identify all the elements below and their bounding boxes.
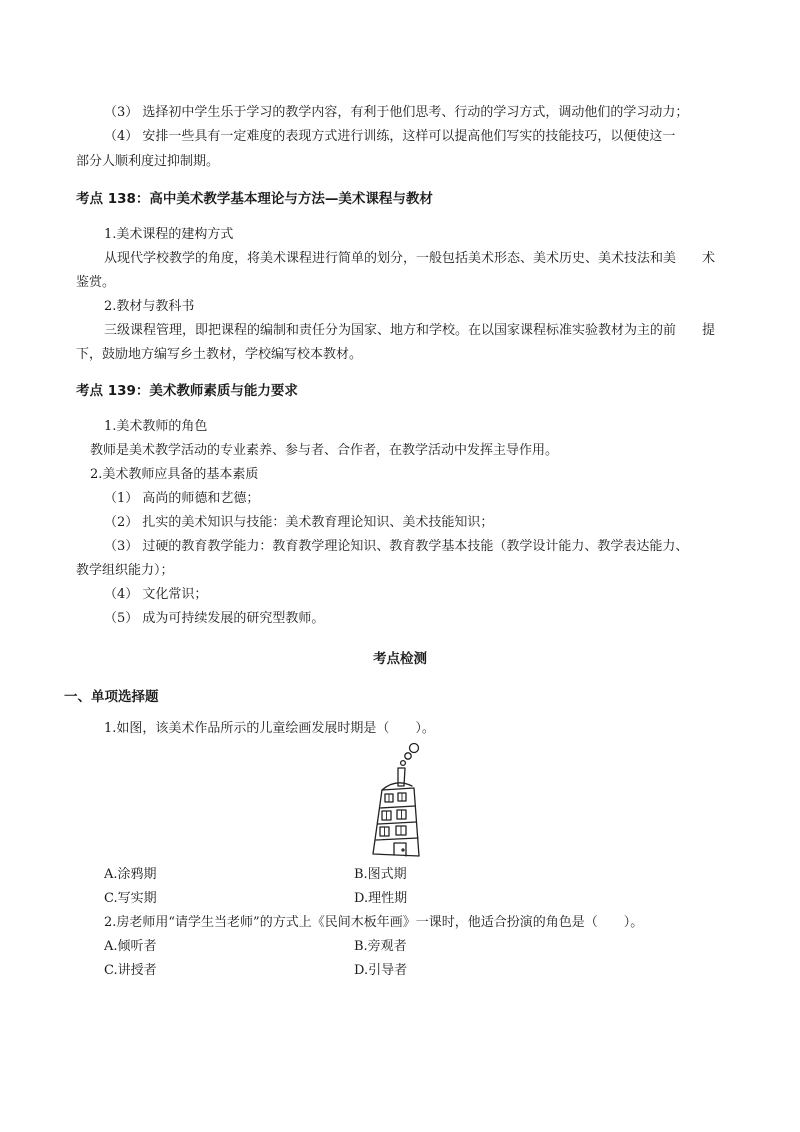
section-138-sub2: 2.教材与教科书 [104, 299, 195, 314]
question-2-option-a: A.倾听者 [104, 939, 157, 954]
paragraph-text-tail: 术 [702, 251, 716, 266]
paragraph-text: 从现代学校教学的角度，将美术课程进行简单的划分，一般包括美术形态、美术历史、美术技法和美 [104, 251, 677, 266]
list-item-4: （4） 安排一些具有一定难度的表现方式进行训练，这样可以提高他们写实的技能技巧，以便使这一 [104, 129, 676, 144]
section-138-paragraph2-continued: 下，鼓励地方编写乡土教材，学校编写校本教材。 [76, 347, 363, 362]
question-2-option-c: C.讲授者 [104, 963, 157, 978]
question-1-stem: 1.如图，该美术作品所示的儿童绘画发展时期是（ ）。 [104, 721, 435, 736]
section-139-title: 考点 139：美术教师素质与能力要求 [76, 383, 298, 399]
list-item-4-continued: 部分人顺利度过抑制期。 [76, 154, 220, 169]
list-item: （5） 成为可持续发展的研究型教师。 [104, 611, 325, 626]
paragraph-text: 三级课程管理，即把课程的编制和责任分为国家、地方和学校。在以国家课程标准实验教材为主的前 [104, 323, 677, 338]
section-138-title: 考点 138：高中美术教学基本理论与方法—美术课程与教材 [76, 191, 433, 207]
question-2-stem: 2.房老师用“请学生当老师”的方式上《民间木板年画》一课时，他适合扮演的角色是（ ）。 [104, 915, 644, 930]
part-1-title: 一、单项选择题 [64, 689, 159, 705]
door-knob [402, 849, 404, 851]
list-item: （3） 过硬的教育教学能力：教育教学理论知识、教育教学基本技能（教学设计能力、教学表达能力、 [104, 539, 689, 554]
question-2-option-d: D.引导者 [354, 963, 408, 978]
section-139-sub1: 1.美术教师的角色 [104, 419, 208, 434]
section-139-sub2: 2.美术教师应具备的基本素质 [90, 467, 259, 482]
list-item-continued: 教学组织能力）； [76, 563, 174, 578]
smoke-circle [410, 744, 419, 753]
exam-title: 考点检测 [373, 651, 427, 667]
list-item: （1） 高尚的师德和艺德； [104, 491, 260, 506]
question-1-option-a: A.涂鸦期 [104, 867, 157, 882]
paragraph-text-tail: 提 [702, 323, 716, 338]
child-drawing-house-image [368, 742, 430, 860]
section-139-paragraph1: 教师是美术教学活动的专业素养、参与者、合作者，在教学活动中发挥主导作用。 [90, 443, 559, 458]
section-138-paragraph1-continued: 鉴赏。 [76, 275, 116, 290]
smoke-circle [401, 761, 406, 766]
section-138-paragraph2 [104, 322, 715, 340]
question-1-option-d: D.理性期 [354, 891, 408, 906]
list-item: （2） 扎实的美术知识与技能：美术教育理论知识、美术技能知识； [104, 515, 494, 530]
section-138-sub1: 1.美术课程的建构方式 [104, 227, 234, 242]
list-item: （4） 文化常识； [104, 587, 208, 602]
question-1-option-b: B.图式期 [354, 867, 407, 882]
question-1-option-c: C.写实期 [104, 891, 157, 906]
question-2-option-b: B.旁观者 [354, 939, 407, 954]
smoke-circle [405, 753, 411, 759]
list-item-3: （3） 选择初中学生乐于学习的教学内容，有利于他们思考、行动的学习方式，调动他们的学习动力； [104, 105, 689, 120]
section-138-paragraph1 [104, 250, 715, 268]
